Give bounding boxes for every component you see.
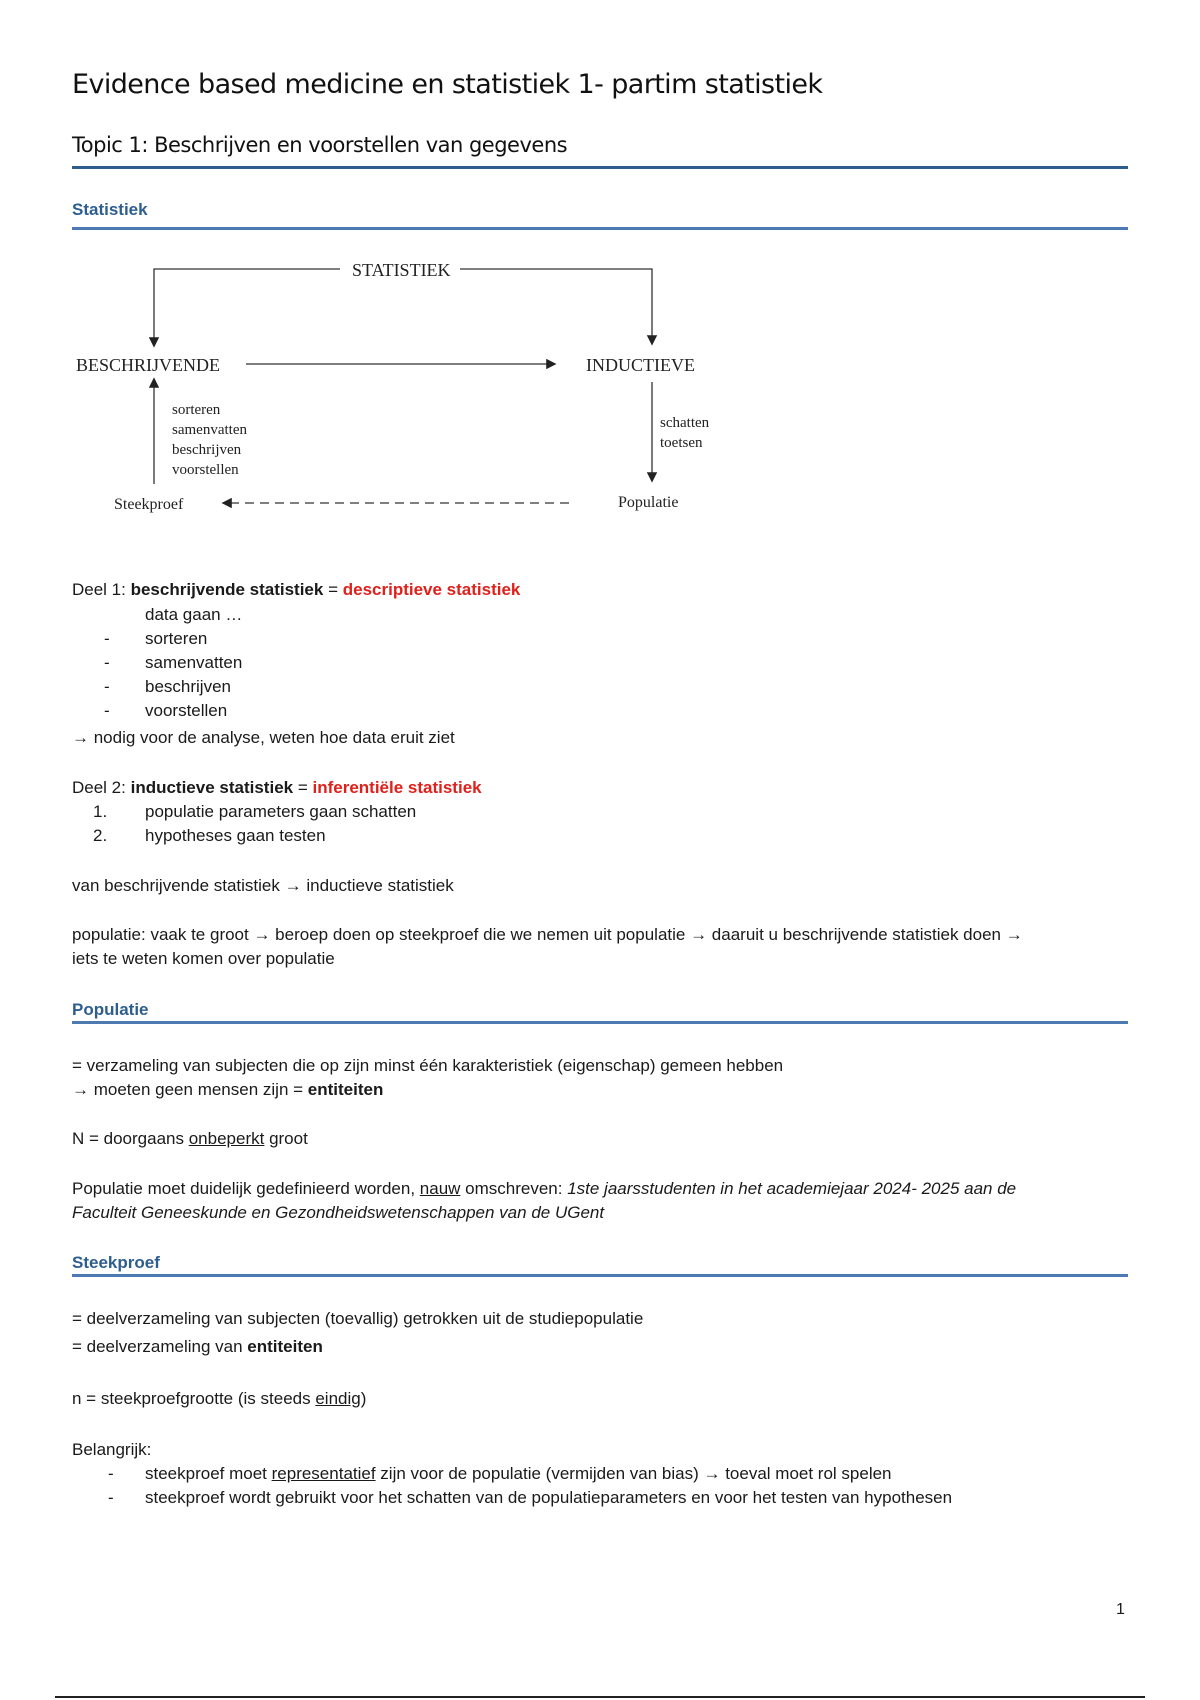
bullet-dash: - bbox=[104, 653, 110, 672]
diagram-action: beschrijven bbox=[172, 442, 242, 458]
section-divider bbox=[72, 227, 1128, 230]
deel2-heading: Deel 2: inductieve statistiek = inferentiële statistiek bbox=[72, 778, 482, 797]
footer-divider bbox=[55, 1696, 1145, 1698]
list-item: hypotheses gaan testen bbox=[145, 826, 326, 845]
populatie-definition-2: Populatie moet duidelijk gedefinieerd worden, nauw omschreven: 1ste jaarsstudenten in het academiejaar 2024- 2025 aan de bbox=[72, 1179, 1017, 1198]
list-item: beschrijven bbox=[145, 677, 231, 696]
document-title: Evidence based medicine en statistiek 1- partim statistiek bbox=[72, 69, 823, 100]
diagram-label-populatie: Populatie bbox=[618, 494, 679, 511]
diagram-label-inductieve: INDUCTIEVE bbox=[586, 355, 695, 375]
arrow-to-inductieve bbox=[460, 269, 652, 343]
diagram-action: voorstellen bbox=[172, 462, 239, 478]
arrow-to-beschrijvende bbox=[154, 269, 340, 345]
diagram-action: sorteren bbox=[172, 402, 221, 418]
list-item: voorstellen bbox=[145, 701, 228, 720]
bullet-dash: - bbox=[108, 1464, 114, 1483]
deel1-intro: data gaan … bbox=[145, 605, 243, 624]
section-heading-steekproef: Steekproef bbox=[72, 1253, 160, 1272]
diagram-label-beschrijvende: BESCHRIJVENDE bbox=[76, 355, 221, 375]
diagram-arrows bbox=[72, 240, 712, 520]
flow-text: van beschrijvende statistiek → inductieve statistiek bbox=[72, 876, 454, 895]
bullet-dash: - bbox=[104, 629, 110, 648]
list-item: samenvatten bbox=[145, 653, 243, 672]
populatie-note-line2: iets te weten komen over populatie bbox=[72, 949, 335, 968]
statistiek-diagram bbox=[72, 240, 712, 520]
deel1-conclusion: → nodig voor de analyse, weten hoe data eruit ziet bbox=[72, 728, 455, 747]
steekproef-size: n = steekproefgrootte (is steeds eindig) bbox=[72, 1389, 367, 1408]
steekproef-definition-1: = deelverzameling van subjecten (toevallig) getrokken uit de studiepopulatie bbox=[72, 1309, 644, 1328]
diagram-action: toetsen bbox=[660, 435, 703, 451]
populatie-note: → moeten geen mensen zijn = entiteiten bbox=[72, 1080, 384, 1099]
populatie-note-line1: populatie: vaak te groot → beroep doen op steekproef die we nemen uit populatie → daaruit u beschrijvende statistiek doen → bbox=[72, 925, 1023, 944]
bullet-dash: - bbox=[104, 677, 110, 696]
diagram-action: schatten bbox=[660, 415, 710, 431]
diagram-label-steekproef: Steekproef bbox=[114, 496, 184, 513]
list-item: sorteren bbox=[145, 629, 208, 648]
diagram-left-actions bbox=[172, 400, 247, 480]
section-heading-populatie: Populatie bbox=[72, 1000, 149, 1019]
list-number: 2. bbox=[93, 826, 108, 845]
topic-heading: Topic 1: Beschrijven en voorstellen van gegevens bbox=[72, 133, 568, 157]
section-divider bbox=[72, 1274, 1128, 1277]
section-divider bbox=[72, 1021, 1128, 1024]
list-item: steekproef moet representatief zijn voor de populatie (vermijden van bias) → toeval moet rol spelen bbox=[145, 1464, 892, 1483]
diagram-label-statistiek: STATISTIEK bbox=[352, 260, 451, 280]
bullet-dash: - bbox=[108, 1488, 114, 1507]
list-number: 1. bbox=[93, 802, 108, 821]
populatie-example-line2: Faculteit Geneeskunde en Gezondheidswetenschappen van de UGent bbox=[72, 1203, 605, 1222]
belangrijk-label: Belangrijk: bbox=[72, 1440, 152, 1459]
steekproef-definition-2: = deelverzameling van entiteiten bbox=[72, 1337, 323, 1356]
section-heading-statistiek: Statistiek bbox=[72, 200, 148, 219]
page-number: 1 bbox=[1116, 1601, 1125, 1618]
bullet-dash: - bbox=[104, 701, 110, 720]
topic-divider bbox=[72, 166, 1128, 169]
populatie-size: N = doorgaans onbeperkt groot bbox=[72, 1129, 308, 1148]
diagram-action: samenvatten bbox=[172, 422, 247, 438]
populatie-definition: = verzameling van subjecten die op zijn minst één karakteristiek (eigenschap) gemeen hebben bbox=[72, 1056, 784, 1075]
diagram-right-actions bbox=[660, 413, 709, 453]
deel1-heading: Deel 1: beschrijvende statistiek = descriptieve statistiek bbox=[72, 580, 521, 599]
list-item: populatie parameters gaan schatten bbox=[145, 802, 417, 821]
list-item: steekproef wordt gebruikt voor het schatten van de populatieparameters en voor het testen van hypothesen bbox=[145, 1488, 953, 1507]
